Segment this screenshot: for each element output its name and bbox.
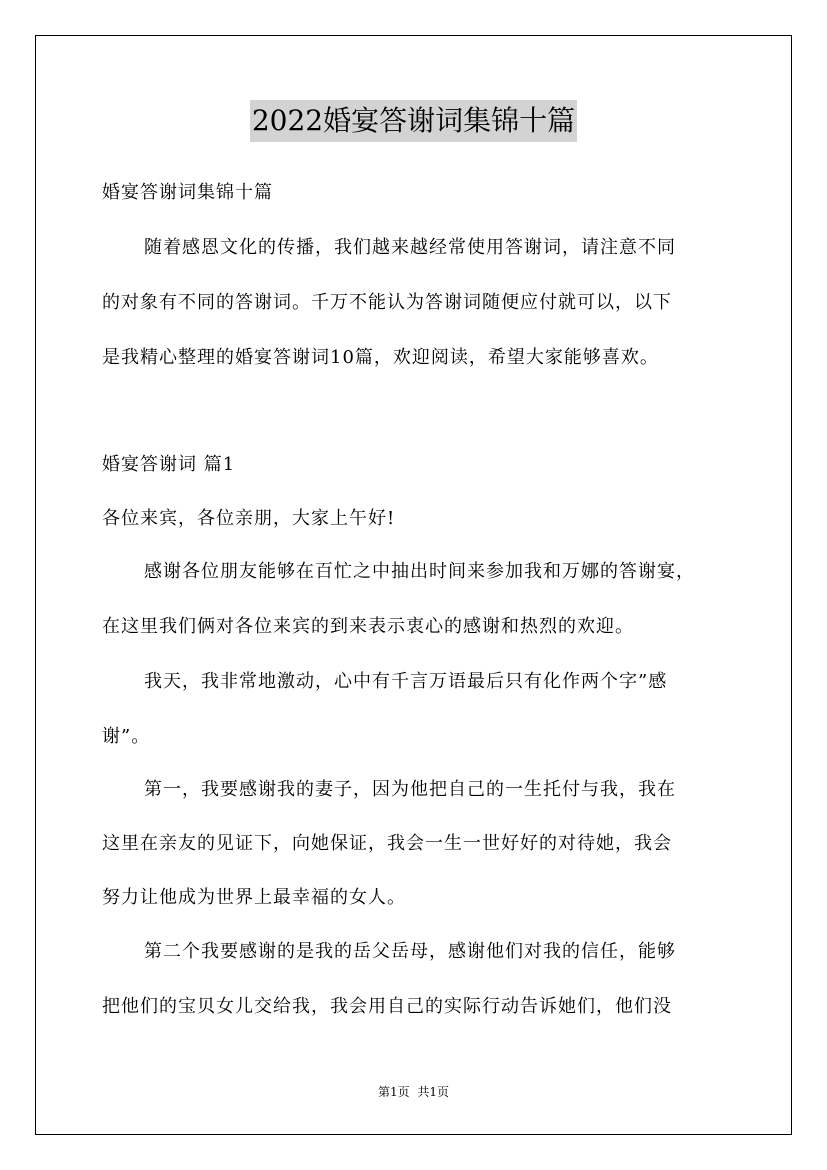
paragraph-line: 在这里我们俩对各位来宾的到来表示衷心的感谢和热烈的欢迎。 — [102, 616, 634, 637]
section-heading: 婚宴答谢词 篇1 — [102, 454, 236, 475]
paragraph-line: 我天，我非常地激动，心中有千言万语最后只有化作两个字”感 — [144, 671, 668, 692]
paragraph-line: 第一，我要感谢我的妻子，因为他把自己的一生托付与我，我在 — [144, 779, 676, 800]
paragraph-line: 第二个我要感谢的是我的岳父岳母，感谢他们对我的信任，能够 — [144, 941, 676, 962]
page-number: 第1页 — [378, 1085, 410, 1099]
paragraph-line: 谢”。 — [102, 726, 151, 747]
page-footer — [0, 1084, 827, 1100]
page-total: 共1页 — [417, 1085, 449, 1099]
paragraph-line: 把他们的宝贝女儿交给我，我会用自己的实际行动告诉她们，他们没 — [102, 996, 672, 1017]
subtitle-line: 婚宴答谢词集锦十篇 — [102, 182, 273, 203]
paragraph-line: 随着感恩文化的传播，我们越来越经常使用答谢词，请注意不同 — [144, 237, 676, 258]
document-title: 2022婚宴答谢词集锦十篇 — [250, 100, 577, 142]
paragraph-line: 这里在亲友的见证下，向她保证，我会一生一世好好的对待她，我会 — [102, 833, 672, 854]
paragraph-line: 努力让他成为世界上最幸福的女人。 — [102, 887, 406, 908]
paragraph-line: 是我精心整理的婚宴答谢词10篇，欢迎阅读，希望大家能够喜欢。 — [102, 347, 659, 368]
paragraph-line: 感谢各位朋友能够在百忙之中抽出时间来参加我和万娜的答谢宴， — [144, 561, 695, 582]
title-container — [0, 100, 827, 142]
paragraph-line: 的对象有不同的答谢词。千万不能认为答谢词随便应付就可以，以下 — [102, 292, 672, 313]
greeting-line: 各位来宾，各位亲朋，大家上午好! — [102, 508, 396, 529]
